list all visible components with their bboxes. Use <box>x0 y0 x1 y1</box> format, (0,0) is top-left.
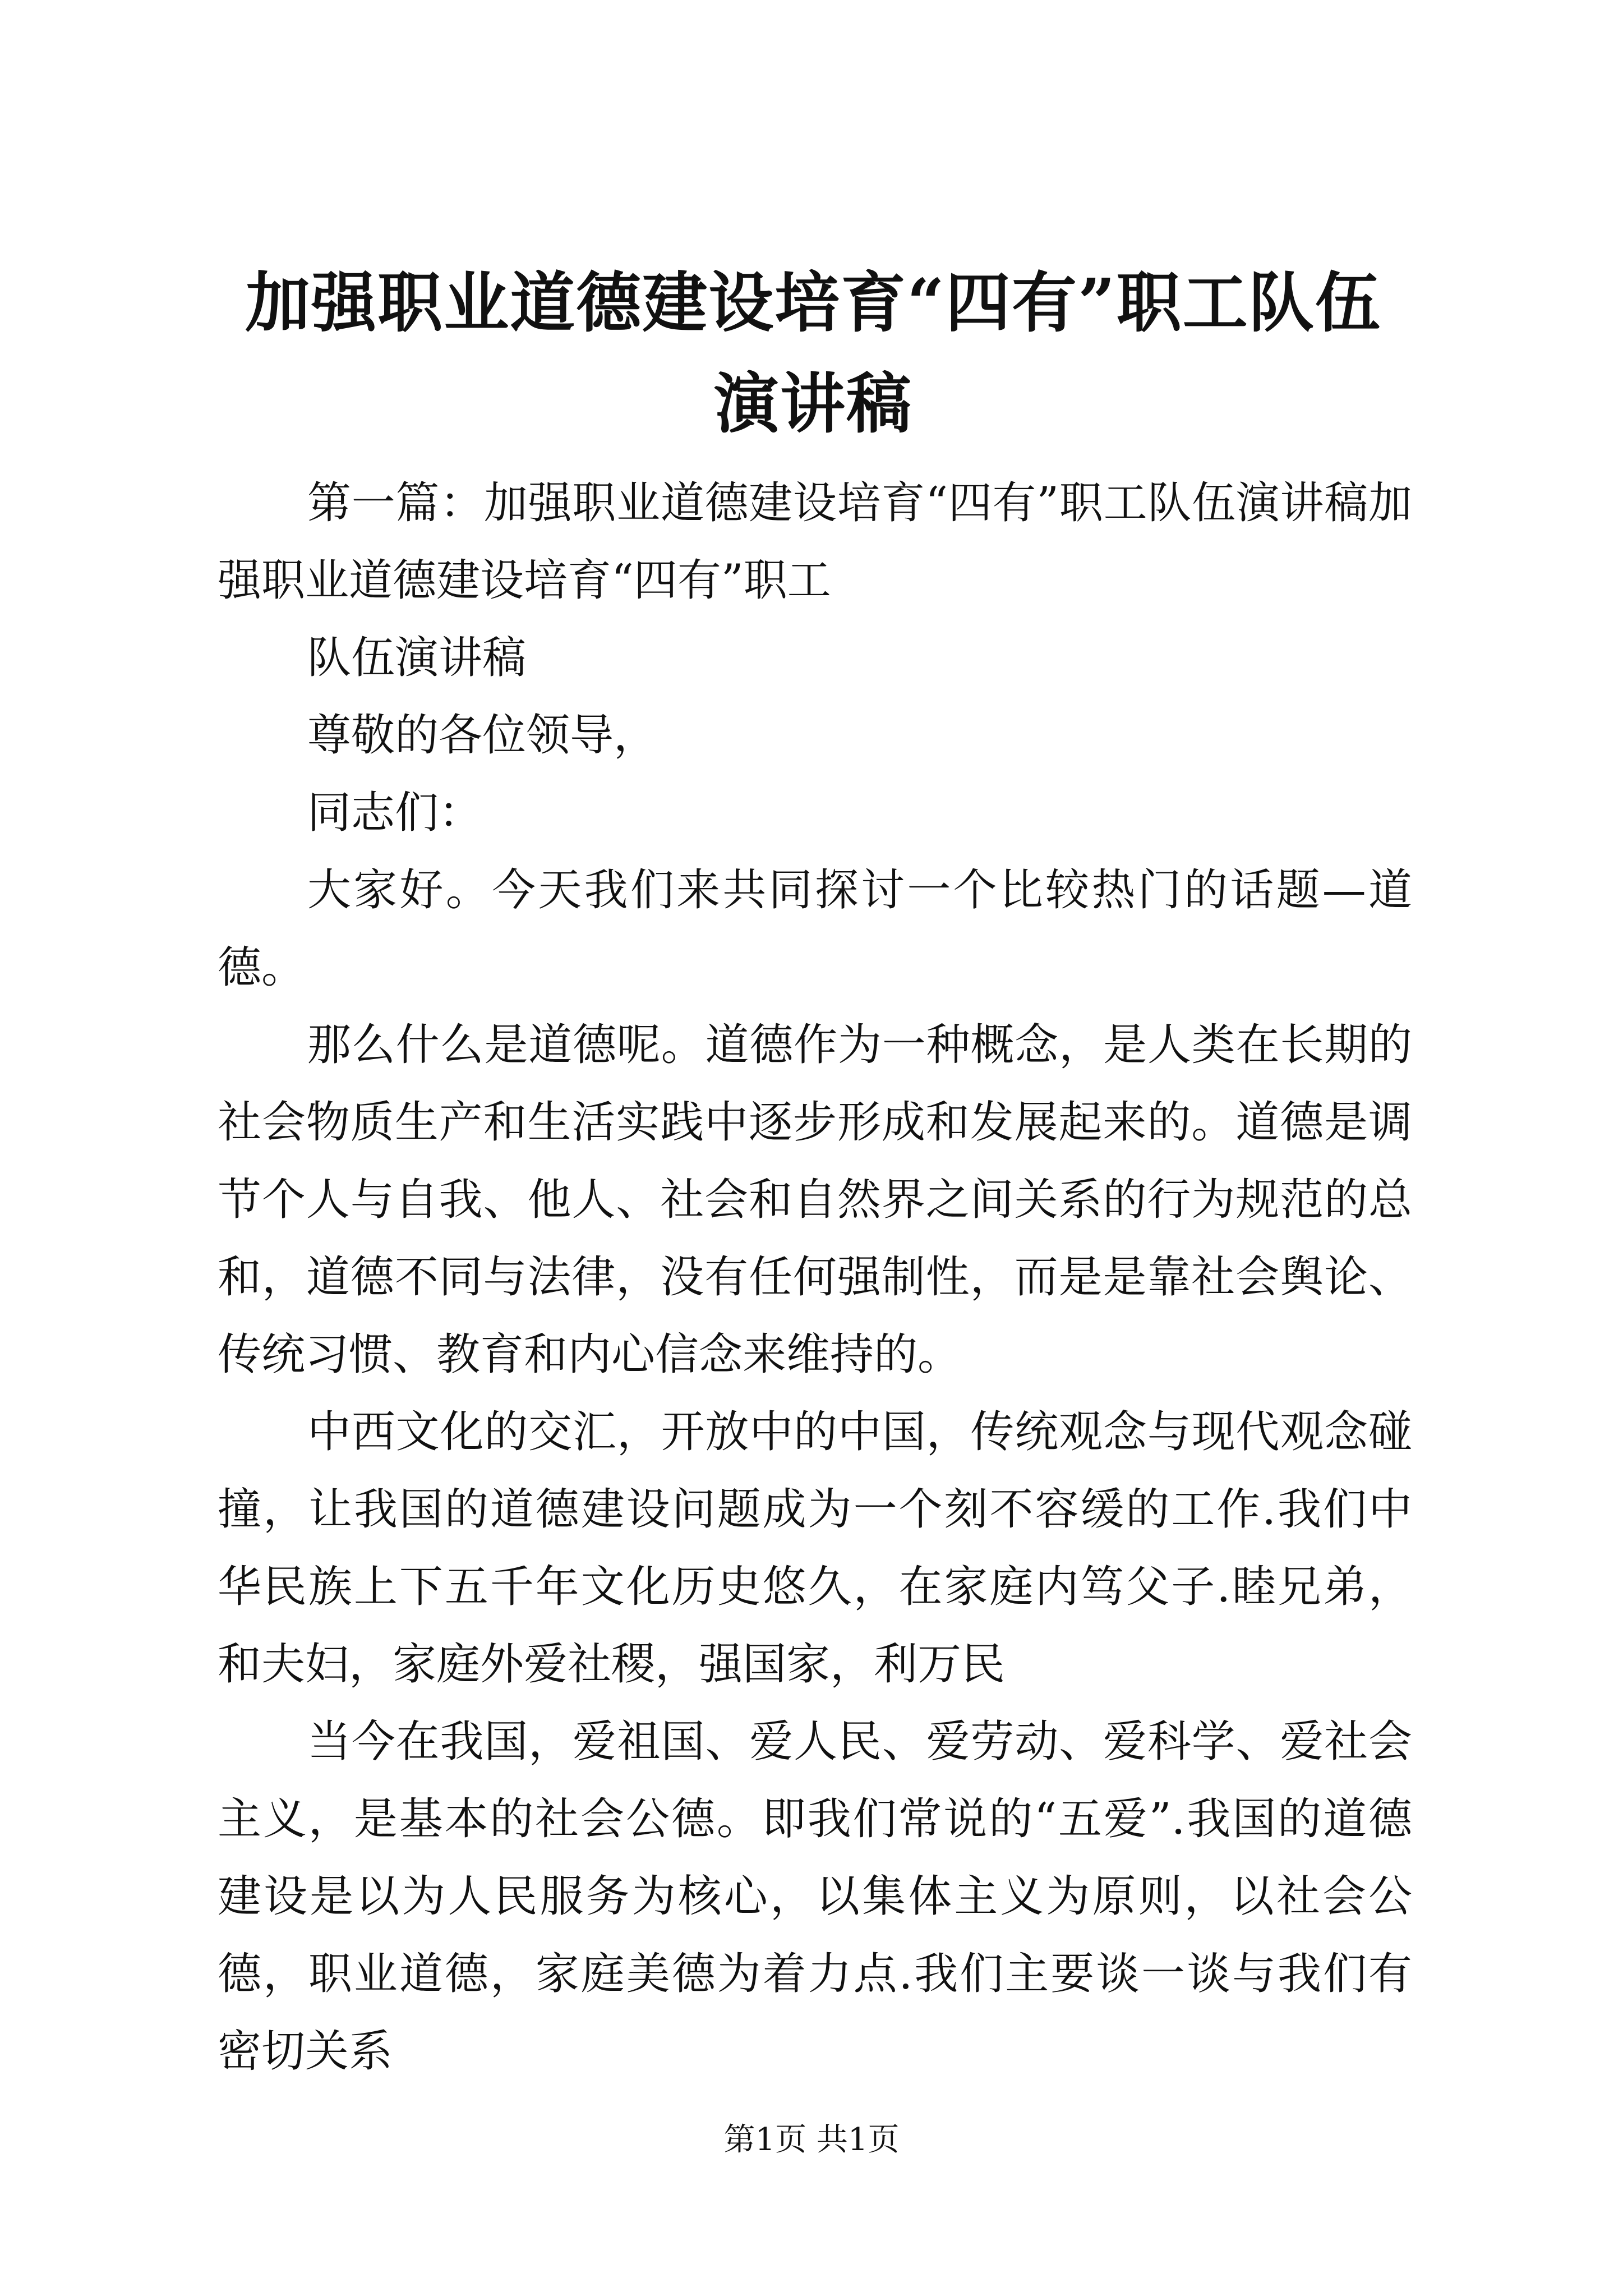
paragraph: 同志们： <box>307 788 483 838</box>
paragraph: 大家好。今天我们来共同探讨一个比较热门的话题—道德。 <box>218 865 1412 993</box>
document-body <box>218 464 1412 2090</box>
page-footer: 第1页 共1页 <box>723 2122 900 2158</box>
paragraph: 中西文化的交汇，开放中的中国，传统观念与现代观念碰撞，让我国的道德建设问题成为一个刻不容缓的工作.我们中华民族上下五千年文化历史悠久，在家庭内笃父子.睦兄弟，和夫妇，家庭外爱社稷，强国家，利万民 <box>218 1407 1412 1690</box>
paragraph: 第一篇：加强职业道德建设培育“四有”职工队伍演讲稿加强职业道德建设培育“四有”职工 <box>218 478 1412 606</box>
paragraph: 尊敬的各位领导， <box>307 710 658 761</box>
paragraph: 当今在我国，爱祖国、爱人民、爱劳动、爱科学、爱社会主义，是基本的社会公德。即我们常说的“五爱”.我国的道德建设是以为人民服务为核心，以集体主义为原则，以社会公德，职业道德，家庭美德为着力点.我们主要谈一谈与我们有密切关系 <box>218 1717 1412 2077</box>
paragraph: 队伍演讲稿 <box>307 633 527 683</box>
document-title: 加强职业道德建设培育“四有”职工队伍演讲稿 <box>245 265 1381 442</box>
paragraph: 那么什么是道德呢。道德作为一种概念，是人类在长期的社会物质生产和生活实践中逐步形成和发展起来的。道德是调节个人与自我、他人、社会和自然界之间关系的行为规范的总和，道德不同与法律，没有任何强制性，而是是靠社会舆论、传统习惯、教育和内心信念来维持的。 <box>218 1020 1412 1380</box>
